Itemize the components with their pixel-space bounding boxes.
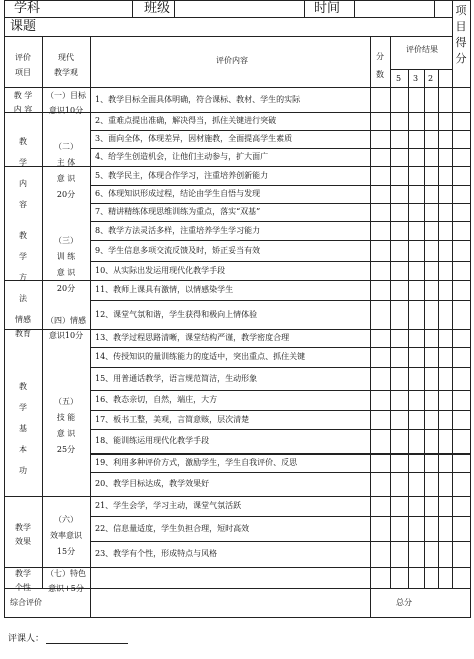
section-item-3: 教 学 方 法: [19, 231, 27, 303]
row-rule: [90, 148, 471, 149]
criterion-row-6: 6、体现知识形成过程，结论由学生自悟与发现: [95, 189, 261, 198]
criterion-row-22: 22、信息量适度，学生负担合理，短时高效: [95, 523, 250, 533]
criterion-row-1: 1、教学目标全面具体明确，符合课标、教材、学生的实际: [95, 94, 301, 104]
row-rule: [90, 541, 471, 542]
section-concept-1: （一）目标 意识10分: [46, 91, 86, 115]
criterion-row-16: 16、教态亲切，自然，端庄，大方: [95, 395, 218, 404]
row-rule: [90, 472, 471, 473]
evaluator-signature-line: [8, 631, 128, 644]
criterion-row-2: 2、重难点提出准确，解决得当，抓住关键进行突破: [95, 116, 277, 125]
criterion-row-20: 20、教学目标达成，教学效果好: [95, 479, 210, 488]
row-rule-bold: [90, 454, 471, 455]
row-rule: [90, 240, 471, 241]
section-item-6: 教学 效果: [15, 522, 31, 546]
section-concept-7: （七）特色 意识+5分: [46, 569, 86, 593]
header-divider-2: [174, 0, 175, 17]
row-rule: [90, 261, 471, 262]
row-rule: [90, 203, 471, 204]
section-item-4: 情感 教育: [15, 315, 31, 338]
class-label: 班级: [144, 1, 171, 16]
time-label: 时间: [314, 1, 341, 16]
criterion-row-18: 18、能训练运用现代化教学手段: [95, 436, 210, 445]
grade-col-rule-1: [408, 69, 409, 588]
row-rule: [90, 185, 471, 186]
table-bottom-rule: [4, 617, 471, 618]
criterion-row-3: 3、面向全体，体现差异，因材施教，全面提高学生素质: [95, 134, 293, 143]
col-header-concept: 现代 教学观: [54, 52, 78, 77]
grade-col-rule-2: [424, 69, 425, 588]
section-concept-3: （三） 训 练 意 识 20分: [54, 235, 78, 293]
header-rule-2: [4, 36, 453, 37]
subject-label: 学科: [14, 1, 41, 16]
criterion-row-17: 17、板书工整，美观，言简意赅，层次清楚: [95, 414, 250, 424]
row-rule: [90, 221, 471, 222]
header-divider-1: [132, 0, 133, 17]
score-col-rule: [452, 0, 453, 588]
right-border: [470, 0, 471, 617]
row-rule: [90, 429, 471, 430]
col-header-content: 评价内容: [216, 56, 248, 65]
criterion-row-10: 10、从实际出发运用现代化教学手段: [95, 265, 226, 275]
criterion-row-13: 13、教学过程思路清晰，课堂结构严谨，教学密度合理: [95, 333, 290, 342]
section-item-2: 教 学 内 容: [19, 137, 27, 209]
section-concept-2: （二） 主 体 意 识 20分: [54, 141, 78, 199]
header-divider-3: [304, 0, 305, 17]
row-rule: [90, 347, 471, 348]
row-rule: [90, 410, 471, 411]
topic-label: 课题: [10, 19, 37, 34]
row-rule: [90, 390, 471, 391]
criterion-row-8: 8、教学方法灵活多样，注重培养学生学习能力: [95, 225, 261, 235]
header-rule-1: [4, 17, 453, 18]
criterion-row-4: 4、给学生创造机会，让他们主动参与，扩大面广: [95, 152, 269, 161]
grade-col-rule-3: [438, 69, 439, 588]
col-header-points: 分 数: [376, 52, 384, 79]
section-item-5: 教 学 基 本 功: [19, 382, 27, 475]
criterion-row-15: 15、用普通话教学，语言规范简洁，生动形象: [95, 373, 258, 383]
row-rule: [90, 300, 471, 301]
section-item-7: 教学 个性: [15, 568, 31, 592]
row-rule: [90, 130, 471, 131]
result-col-rule: [390, 36, 391, 588]
evaluator-label: 评课人：: [8, 634, 45, 644]
table-top-rule: [4, 0, 471, 1]
criterion-row-12: 12、课堂气氛和谐，学生获得和极向上情体验: [95, 309, 258, 319]
criterion-row-19: 19、利用多种评价方式，激励学生，学生自我评价、反思: [95, 457, 298, 467]
overall-label: 综合评价: [10, 598, 42, 607]
section-concept-5: （五） 技 能 意 识 25分: [54, 397, 78, 454]
criterion-row-11: 11、教师上课具有激情，以情感染学生: [95, 285, 234, 294]
grade-header-3: 3: [413, 74, 419, 83]
col-header-item: 评价 项目: [15, 52, 31, 77]
col-header-result: 评价结果: [406, 45, 438, 54]
criterion-row-9: 9、学生信息多项交流反馈及时，矫正妥当有效: [95, 245, 261, 255]
section-concept-6: （六） 效率意识 15分: [50, 514, 82, 556]
row-rule: [90, 367, 471, 368]
criterion-row-7: 7、精讲精练体现思维训练为重点，落实“双基”: [95, 207, 261, 216]
section-concept-4: （四）情感 意识10分: [46, 315, 86, 340]
header-divider-4: [354, 0, 355, 17]
criterion-row-5: 5、教学民主，体现合作学习，注重培养创新能力: [95, 170, 269, 180]
criterion-row-21: 21、学生会学，学习主动，课堂气氛活跃: [95, 501, 242, 510]
points-col-rule: [370, 36, 371, 617]
grade-header-2: 2: [428, 74, 434, 83]
row-rule: [4, 496, 471, 497]
grade-header-5: 5: [396, 74, 402, 83]
section-item-1: 教 学 内 容: [13, 90, 33, 114]
row-rule: [90, 516, 471, 517]
score-item-label: 项 目 得 分: [455, 3, 467, 65]
evaluator-blank[interactable]: [46, 635, 128, 644]
total-label: 总分: [396, 598, 412, 607]
criterion-row-23: 23、教学有个性，形成特点与风格: [95, 549, 218, 558]
criterion-row-14: 14、传授知识的量训练能力的度适中，突出重点、抓住关键: [95, 352, 306, 361]
